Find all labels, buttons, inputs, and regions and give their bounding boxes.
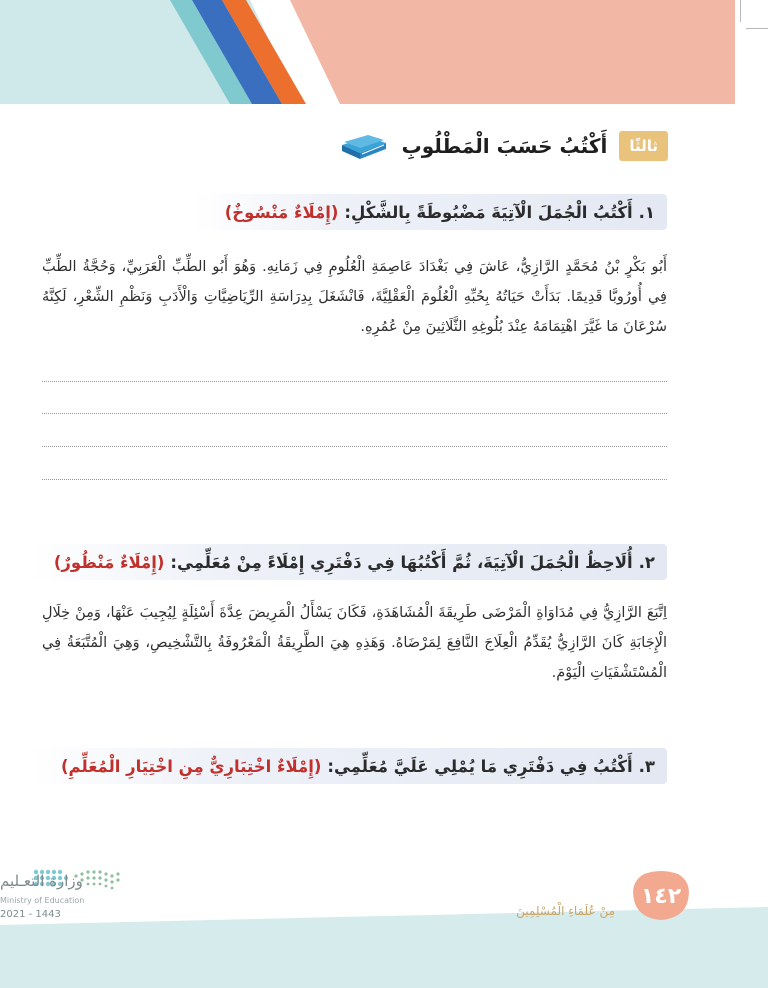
task-1-number: ١. bbox=[638, 202, 655, 222]
task-3-tag: (إِمْلَاءٌ اخْتِبَارِيٌّ مِنِ اخْتِيَارِ الْمُعَلِّمِ) bbox=[60, 756, 322, 776]
ministry-name-ar: وزارة التعـليم bbox=[0, 872, 83, 890]
task-1-bar bbox=[195, 194, 667, 230]
writing-line bbox=[42, 413, 667, 414]
ministry-year: 2021 - 1443 bbox=[0, 909, 61, 920]
page-number: ١٤٢ bbox=[640, 883, 682, 909]
header-band bbox=[0, 0, 768, 104]
task-1-paragraph: أَبُو بَكْرٍ بْنُ مُحَمَّدٍ الرَّازِيُّ، عَاشَ فِي بَغْدَادَ عَاصِمَةِ الْعُلُومِ فِي زَمَانِهِ. وَهُوَ أَبُو الطِّبِّ الْعَرَبِيِّ، وَحُجَّةُ الطِّبِّ فِي أُورُوبَّا قَدِيمًا. بَدَأَتْ حَيَاتُهُ بِحُبِّهِ الْعُلُومَ الْعَقْلِيَّةَ، فَانْشَغَلَ بِدِرَاسَةِ الرِّيَاضِيَّاتِ وَالْأَدَبِ وَنَظْمِ الشِّعْرِ، لَكِنَّهُ سُرْعَانَ مَا غَيَّرَ اهْتِمَامَهُ عِنْدَ بُلُوغِهِ الثَّلَاثِينَ مِنْ عُمُرِهِ. bbox=[42, 259, 667, 335]
section-heading bbox=[338, 128, 668, 164]
crop-mark bbox=[746, 28, 768, 29]
footer-unit-title: مِنْ عُلَمَاءِ الْمُسْلِمِينَ bbox=[516, 904, 615, 918]
task-2-paragraph: اِتَّبَعَ الرَّازِيُّ فِي مُدَاوَاةِ الْمَرْضَى طَرِيقَةَ الْمُشَاهَدَةِ، فَكَانَ يَسْأَلُ الْمَرِيضَ عِدَّةَ أَسْئِلَةٍ لِيُجِيبَ عَنْهَا، وَمِنْ خِلَالِ الْإِجَابَةِ كَانَ الرَّازِيُّ يُقَدِّمُ الْعِلَاجَ النَّافِعَ لِمَرْضَاهُ. وَهَذِهِ هِيَ الطَّرِيقَةُ الْمَعْرُوفَةُ بِالتَّشْخِيصِ، وَهِيَ الْمُتَّبَعَةُ فِي الْمُسْتَشْفَيَاتِ الْيَوْمَ. bbox=[42, 605, 667, 681]
task-3-number: ٣. bbox=[638, 756, 655, 776]
writing-line bbox=[42, 479, 667, 480]
crop-mark bbox=[740, 0, 741, 22]
task-2-number: ٢. bbox=[638, 552, 655, 572]
task-1-label: أَكْتُبُ الْجُمَلَ الْآتِيَةَ مَضْبُوطَةً بِالشَّكْلِ: bbox=[344, 202, 633, 222]
task-2-label: أُلَاحِظُ الْجُمَلَ الْآتِيَةَ، ثُمَّ أَكْتُبُهَا فِي دَفْتَرِي إِمْلَاءً مِنْ مُعَلِّمِي: bbox=[170, 552, 633, 572]
task-3-bar bbox=[30, 748, 667, 784]
task-1-tag: (إِمْلَاءٌ مَنْسُوخٌ) bbox=[224, 202, 339, 222]
books-icon bbox=[338, 131, 390, 161]
page-number-badge bbox=[630, 870, 692, 922]
writing-line bbox=[42, 381, 667, 382]
writing-line bbox=[42, 446, 667, 447]
section-badge: ثالثًا bbox=[619, 131, 668, 161]
section-title: أَكْتُبُ حَسَبَ الْمَطْلُوبِ bbox=[401, 134, 608, 158]
ministry-name-en: Ministry of Education bbox=[0, 896, 85, 905]
task-2-tag: (إِمْلَاءٌ مَنْظُورٌ) bbox=[53, 552, 165, 572]
task-2-bar bbox=[30, 544, 667, 580]
task-3-label: أَكْتُبُ فِي دَفْتَرِي مَا يُمْلِي عَلَيَّ مُعَلِّمِي: bbox=[327, 756, 633, 776]
